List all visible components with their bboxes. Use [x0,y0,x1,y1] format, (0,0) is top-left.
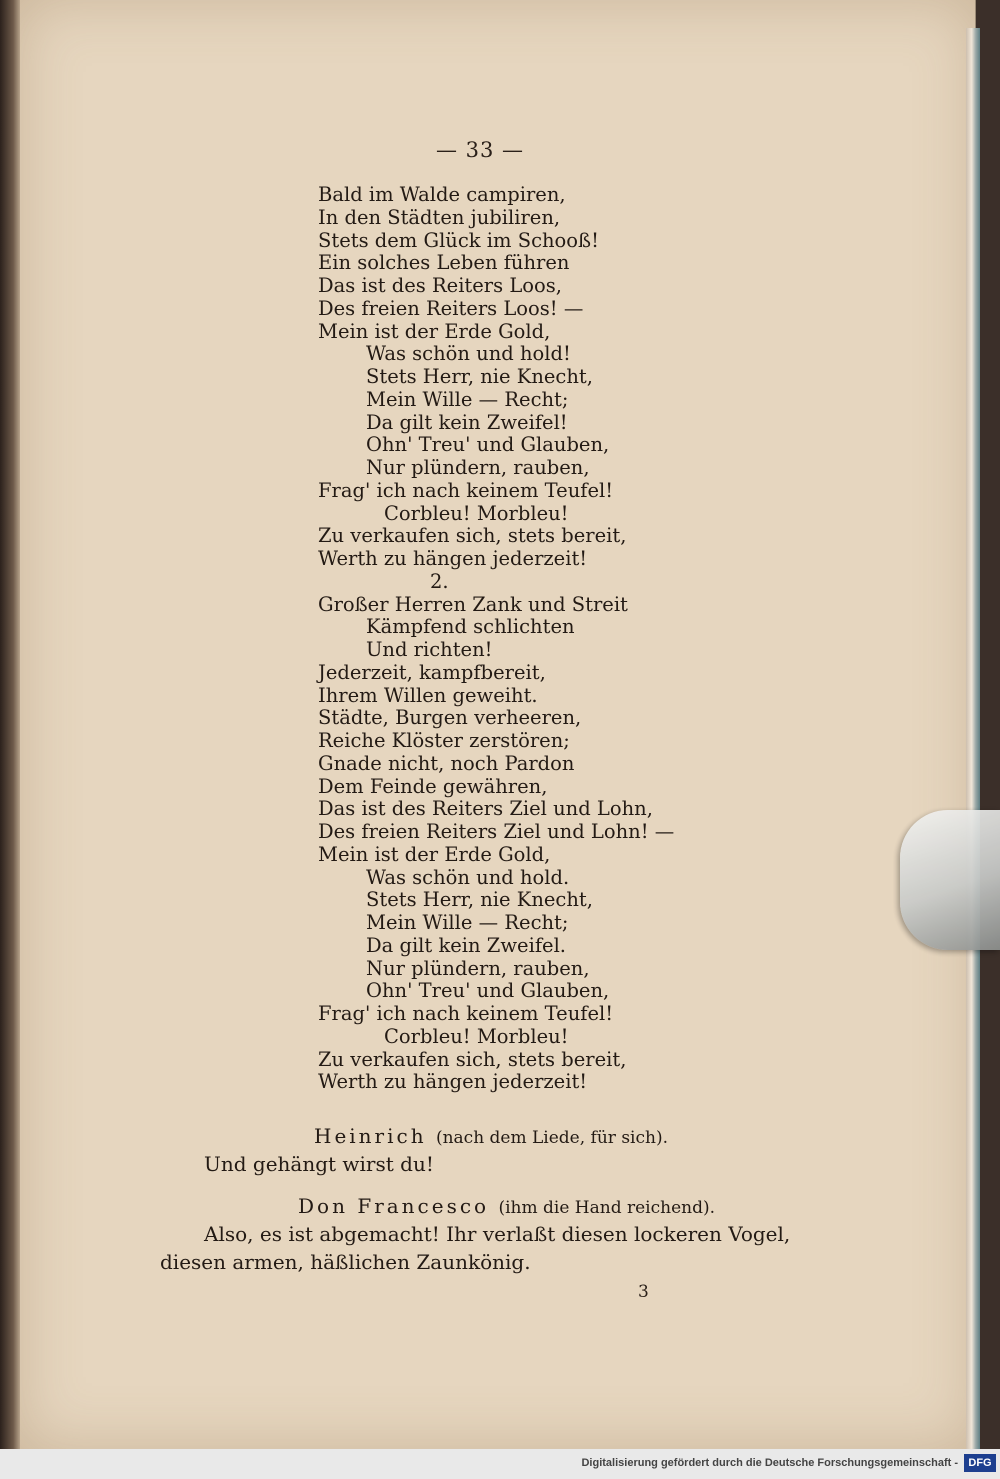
verse-line: Zu verkaufen sich, stets bereit, [318,524,627,548]
speaker-name: Don Francesco [298,1194,490,1218]
footer-credit: Digitalisierung gefördert durch die Deutsche Forschungsgemeinschaft - [581,1457,958,1469]
book-binding [0,0,22,1449]
verse-line: In den Städten jubiliren, [318,205,561,229]
verse-line: Großer Herren Zank und Streit [318,592,628,616]
verse-line: Gnade nicht, noch Pardon [318,751,575,775]
verse-line: Mein Wille — Recht; [366,911,569,934]
dialogue-line: Und gehängt wirst du! [204,1152,434,1176]
verse-line: Des freien Reiters Ziel und Lohn! — [318,820,675,843]
speaker-name: Heinrich [314,1124,427,1148]
speaker-heinrich [314,1124,668,1148]
verse-line: Das ist des Reiters Ziel und Lohn, [318,797,653,821]
verse-line: Bald im Walde campiren, [318,183,566,206]
verse-line: Werth zu hängen jederzeit! [318,1070,588,1094]
verse-line: Dem Feinde gewähren, [318,774,548,798]
verse-line: Das ist des Reiters Loos, [318,274,562,297]
page-edge [966,28,980,1449]
verse-line: Frag' ich nach keinem Teufel! [318,1002,614,1025]
verse-line: Da gilt kein Zweifel. [366,933,567,957]
verse-line: Corbleu! Morbleu! [384,501,569,525]
verse-line: Stets Herr, nie Knecht, [366,888,593,912]
page-number: — 33 — [435,138,525,162]
song-verse [318,184,738,1094]
stage-direction: (nach dem Liede, für sich). [435,1128,668,1148]
page-clip [900,810,1000,950]
verse-line: Ohn' Treu' und Glauben, [366,979,610,1003]
verse-line: Reiche Klöster zerstören; [318,729,570,752]
verse-line: Städte, Burgen verheeren, [318,706,582,730]
speaker-don-francesco [298,1194,715,1218]
verse-line: Mein Wille — Recht; [366,387,569,411]
verse-line: Nur plündern, rauben, [366,456,590,479]
verse-line: Ein solches Leben führen [318,251,570,275]
verse-line: Ohn' Treu' und Glauben, [366,433,610,457]
verse-line: Kämpfend schlichten [366,615,575,639]
dialogue-line: Also, es ist abgemacht! Ihr verlaßt diesen lockeren Vogel, [204,1222,791,1246]
verse-line: Werth zu hängen jederzeit! [318,547,588,570]
verse-line: Ihrem Willen geweiht. [318,683,538,707]
verse-line: Stets dem Glück im Schooß! [318,228,599,252]
dialogue-line: diesen armen, häßlichen Zaunkönig. [160,1250,531,1274]
verse-line: Mein ist der Erde Gold, [318,319,551,343]
stage-direction: (ihm die Hand reichend). [498,1198,716,1218]
verse-line: Frag' ich nach keinem Teufel! [318,478,614,502]
verse-line: Da gilt kein Zweifel! [366,410,568,434]
verse-line: Mein ist der Erde Gold, [318,842,551,866]
verse-line: Zu verkaufen sich, stets bereit, [318,1047,627,1071]
signature-mark: 3 [638,1282,649,1302]
verse-line: Des freien Reiters Loos! — [318,296,584,320]
footer-bar [0,1449,1000,1479]
verse-line: Nur plündern, rauben, [366,956,590,980]
verse-line: Jederzeit, kampfbereit, [318,660,546,684]
verse-line: Corbleu! Morbleu! [384,1024,569,1048]
verse-line: Und richten! [366,638,493,661]
verse-line: Was schön und hold! [366,342,571,366]
verse-line: Was schön und hold. [366,865,570,889]
verse-line: Stets Herr, nie Knecht, [366,365,593,388]
stanza-number: 2. [430,569,449,593]
dfg-logo: DFG [964,1454,996,1472]
